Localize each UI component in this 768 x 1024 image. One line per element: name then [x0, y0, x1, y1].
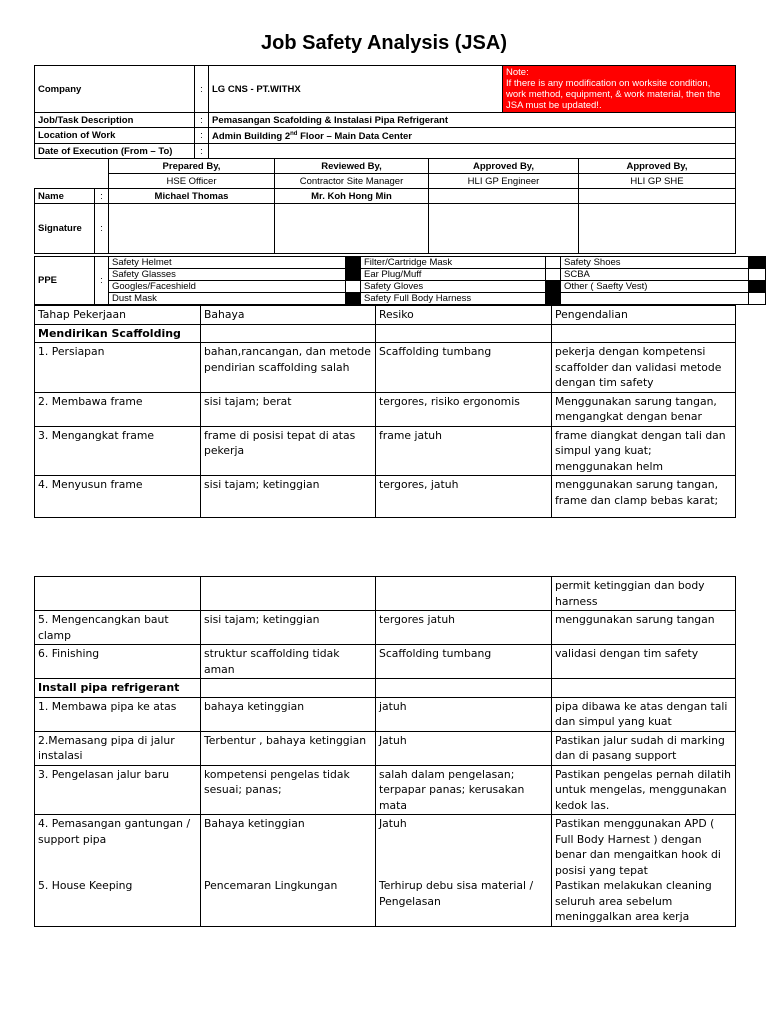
step-cell	[35, 815, 201, 927]
control-cell: pekerja dengan kompetensi scaffolder dan validasi metode dengan tim safety	[552, 343, 736, 393]
approved-name-2	[579, 189, 736, 204]
signature-box-prepared[interactable]	[109, 204, 275, 254]
approved-role-1: HLI GP Engineer	[429, 174, 579, 189]
control-cell: menggunakan sarung tangan	[552, 611, 736, 645]
colon: :	[195, 66, 209, 113]
control-cell: menggunakan sarung tangan, frame dan clamp bebas karat;	[552, 476, 736, 518]
empty-cell	[201, 324, 376, 343]
colon: :	[95, 189, 109, 204]
hazard-cell: sisi tajam; ketinggian	[201, 476, 376, 518]
ppe-item: Googles/Faceshield	[109, 281, 346, 293]
risk-cell: tergores, jatuh	[376, 476, 552, 518]
risk-cell: tergores jatuh	[376, 611, 552, 645]
control-cell: frame diangkat dengan tali dan simpul yang kuat; menggunakan helm	[552, 426, 736, 476]
col-header-control: Pengendalian	[552, 306, 736, 325]
section-title-pipa: Install pipa refrigerant	[35, 679, 201, 698]
step-cell: 4. Menyusun frame	[35, 476, 201, 518]
risk-cell: Jatuh	[376, 731, 552, 765]
risk-cell: salah dalam pengelasan; terpapar panas; kerusakan mata	[376, 765, 552, 815]
risk-cell: Scaffolding tumbang	[376, 645, 552, 679]
step-cell: 5. Mengencangkan baut clamp	[35, 611, 201, 645]
control-cell	[552, 815, 736, 927]
ppe-checkbox-checked[interactable]	[546, 293, 561, 305]
ppe-item: Safety Shoes	[561, 257, 749, 269]
risk-cell	[376, 815, 552, 927]
step-cell: 2.Memasang pipa di jalur instalasi	[35, 731, 201, 765]
name-label: Name	[35, 189, 95, 204]
location-sup: nd	[290, 131, 298, 137]
location-label: Location of Work	[35, 128, 195, 144]
hazard-cell: kompetensi pengelas tidak sesuai; panas;	[201, 765, 376, 815]
signature-box-approved-1[interactable]	[429, 204, 579, 254]
table-row	[35, 815, 736, 927]
risk-cell: Scaffolding tumbang	[376, 343, 552, 393]
step-cell: 1. Membawa pipa ke atas	[35, 697, 201, 731]
location-value	[209, 128, 736, 144]
ppe-label: PPE	[35, 257, 95, 305]
empty-cell	[201, 679, 376, 698]
ppe-checkbox[interactable]	[749, 293, 766, 305]
job-label: Job/Task Description	[35, 113, 195, 128]
hazard-cell: sisi tajam; ketinggian	[201, 611, 376, 645]
table-row	[35, 476, 736, 518]
jsa-table-part-1	[34, 305, 736, 518]
hazard-cell: bahan,rancangan, dan metode pendirian scaffolding salah	[201, 343, 376, 393]
location-post: Floor – Main Data Center	[297, 131, 413, 143]
prepared-role: HSE Officer	[109, 174, 275, 189]
risk-cell: tergores, risiko ergonomis	[376, 392, 552, 426]
note-box	[503, 66, 736, 113]
document-title: Job Safety Analysis (JSA)	[260, 32, 507, 54]
signature-box-approved-2[interactable]	[579, 204, 736, 254]
colon: :	[95, 257, 109, 305]
hazard-cell: frame di posisi tepat di atas pekerja	[201, 426, 376, 476]
step-cell: 6. Finishing	[35, 645, 201, 679]
ppe-checkbox-checked[interactable]	[346, 293, 361, 305]
location-pre: Admin Building 2	[212, 131, 291, 143]
colon: :	[95, 204, 109, 254]
ppe-checkbox[interactable]	[346, 281, 361, 293]
ppe-item: Filter/Cartridge Mask	[361, 257, 546, 269]
empty-cell	[376, 679, 552, 698]
ppe-item: Safety Gloves	[361, 281, 546, 293]
ppe-item: SCBA	[561, 269, 749, 281]
approvals-table	[34, 158, 736, 254]
blank-cell	[35, 159, 109, 174]
hazard-4: Bahaya ketinggian	[204, 817, 305, 830]
table-row	[35, 731, 736, 765]
reviewed-heading: Reviewed By,	[275, 159, 429, 174]
colon: :	[195, 113, 209, 128]
hazard-cell: Terbentur , bahaya ketinggian	[201, 731, 376, 765]
section-title-scaffolding: Mendirikan Scaffolding	[35, 324, 201, 343]
hazard-cell: struktur scaffolding tidak aman	[201, 645, 376, 679]
table-row	[35, 697, 736, 731]
empty-cell	[376, 324, 552, 343]
signature-label: Signature	[35, 204, 95, 254]
approved-heading-1: Approved By,	[429, 159, 579, 174]
step-4: 4. Pemasangan gantungan / support pipa	[38, 817, 191, 846]
table-row	[35, 765, 736, 815]
step-cell: 2. Membawa frame	[35, 392, 201, 426]
step-cell: 1. Persiapan	[35, 343, 201, 393]
empty-cell	[376, 577, 552, 611]
company-label: Company	[35, 66, 195, 113]
header-table	[34, 65, 736, 159]
hazard-cell: bahaya ketinggian	[201, 697, 376, 731]
ppe-item	[561, 293, 749, 305]
ppe-checkbox[interactable]	[749, 269, 766, 281]
empty-cell	[201, 577, 376, 611]
empty-cell	[552, 679, 736, 698]
control-cell: Pastikan jalur sudah di marking dan di pasang support	[552, 731, 736, 765]
table-row	[35, 577, 736, 611]
ppe-checkbox[interactable]	[546, 257, 561, 269]
col-header-risk: Resiko	[376, 306, 552, 325]
colon: :	[195, 144, 209, 159]
table-row	[35, 392, 736, 426]
ppe-item: Safety Glasses	[109, 269, 346, 281]
table-row	[35, 611, 736, 645]
prepared-heading: Prepared By,	[109, 159, 275, 174]
prepared-name: Michael Thomas	[109, 189, 275, 204]
step-5: 5. House Keeping	[38, 879, 133, 892]
ppe-item: Ear Plug/Muff	[361, 269, 546, 281]
note-title: Note:	[506, 67, 529, 78]
ppe-item: Dust Mask	[109, 293, 346, 305]
ppe-checkbox-checked[interactable]	[749, 257, 766, 269]
control-cell: validasi dengan tim safety	[552, 645, 736, 679]
empty-cell	[552, 324, 736, 343]
step-cell: 3. Pengelasan jalur baru	[35, 765, 201, 815]
risk-4: Jatuh	[379, 817, 407, 830]
risk-cell: jatuh	[376, 697, 552, 731]
col-header-hazard: Bahaya	[201, 306, 376, 325]
ppe-item: Other ( Saefty Vest)	[561, 281, 749, 293]
table-row	[35, 343, 736, 393]
date-label: Date of Execution (From – To)	[35, 144, 195, 159]
risk-cell: frame jatuh	[376, 426, 552, 476]
control-5: Pastikan melakukan cleaning seluruh area sebelum meninggalkan area kerja	[555, 879, 712, 923]
ppe-checkbox-checked[interactable]	[346, 257, 361, 269]
ppe-item: Safety Helmet	[109, 257, 346, 269]
note-text: If there is any modification on worksite condition, work method, equipment, & work material, then the JSA must be updated!.	[506, 78, 721, 111]
approved-name-1	[429, 189, 579, 204]
blank-cell	[35, 174, 109, 189]
control-cell: Menggunakan sarung tangan, mengangkat dengan benar	[552, 392, 736, 426]
col-header-step: Tahap Pekerjaan	[35, 306, 201, 325]
colon: :	[195, 128, 209, 144]
approved-heading-2: Approved By,	[579, 159, 736, 174]
ppe-item: Safety Full Body Harness	[361, 293, 546, 305]
ppe-checkbox-checked[interactable]	[749, 281, 766, 293]
ppe-checkbox-checked[interactable]	[546, 281, 561, 293]
ppe-checkbox[interactable]	[546, 269, 561, 281]
control-cell: pipa dibawa ke atas dengan tali dan simpul yang kuat	[552, 697, 736, 731]
hazard-5: Pencemaran Lingkungan	[204, 879, 338, 892]
hazard-cell: sisi tajam; berat	[201, 392, 376, 426]
control-cell: Pastikan pengelas pernah dilatih untuk mengelas, menggunakan kedok las.	[552, 765, 736, 815]
risk-5: Terhirup debu sisa material / Pengelasan	[379, 879, 534, 908]
reviewed-name: Mr. Koh Hong Min	[275, 189, 429, 204]
company-value: LG CNS - PT.WITHX	[209, 66, 503, 113]
signature-box-reviewed[interactable]	[275, 204, 429, 254]
table-row	[35, 426, 736, 476]
job-value: Pemasangan Scafolding & Instalasi Pipa Refrigerant	[209, 113, 736, 128]
reviewed-role: Contractor Site Manager	[275, 174, 429, 189]
ppe-table	[34, 256, 766, 305]
approved-role-2: HLI GP SHE	[579, 174, 736, 189]
control-4: Pastikan menggunakan APD ( Full Body Harnest ) dengan benar dan mengaitkan hook di posisi yang tepat	[555, 817, 721, 877]
date-value	[209, 144, 736, 159]
table-row	[35, 645, 736, 679]
empty-cell	[35, 577, 201, 611]
ppe-checkbox-checked[interactable]	[346, 269, 361, 281]
hazard-cell	[201, 815, 376, 927]
jsa-table-part-2	[34, 576, 736, 927]
control-cell: permit ketinggian dan body harness	[552, 577, 736, 611]
step-cell: 3. Mengangkat frame	[35, 426, 201, 476]
